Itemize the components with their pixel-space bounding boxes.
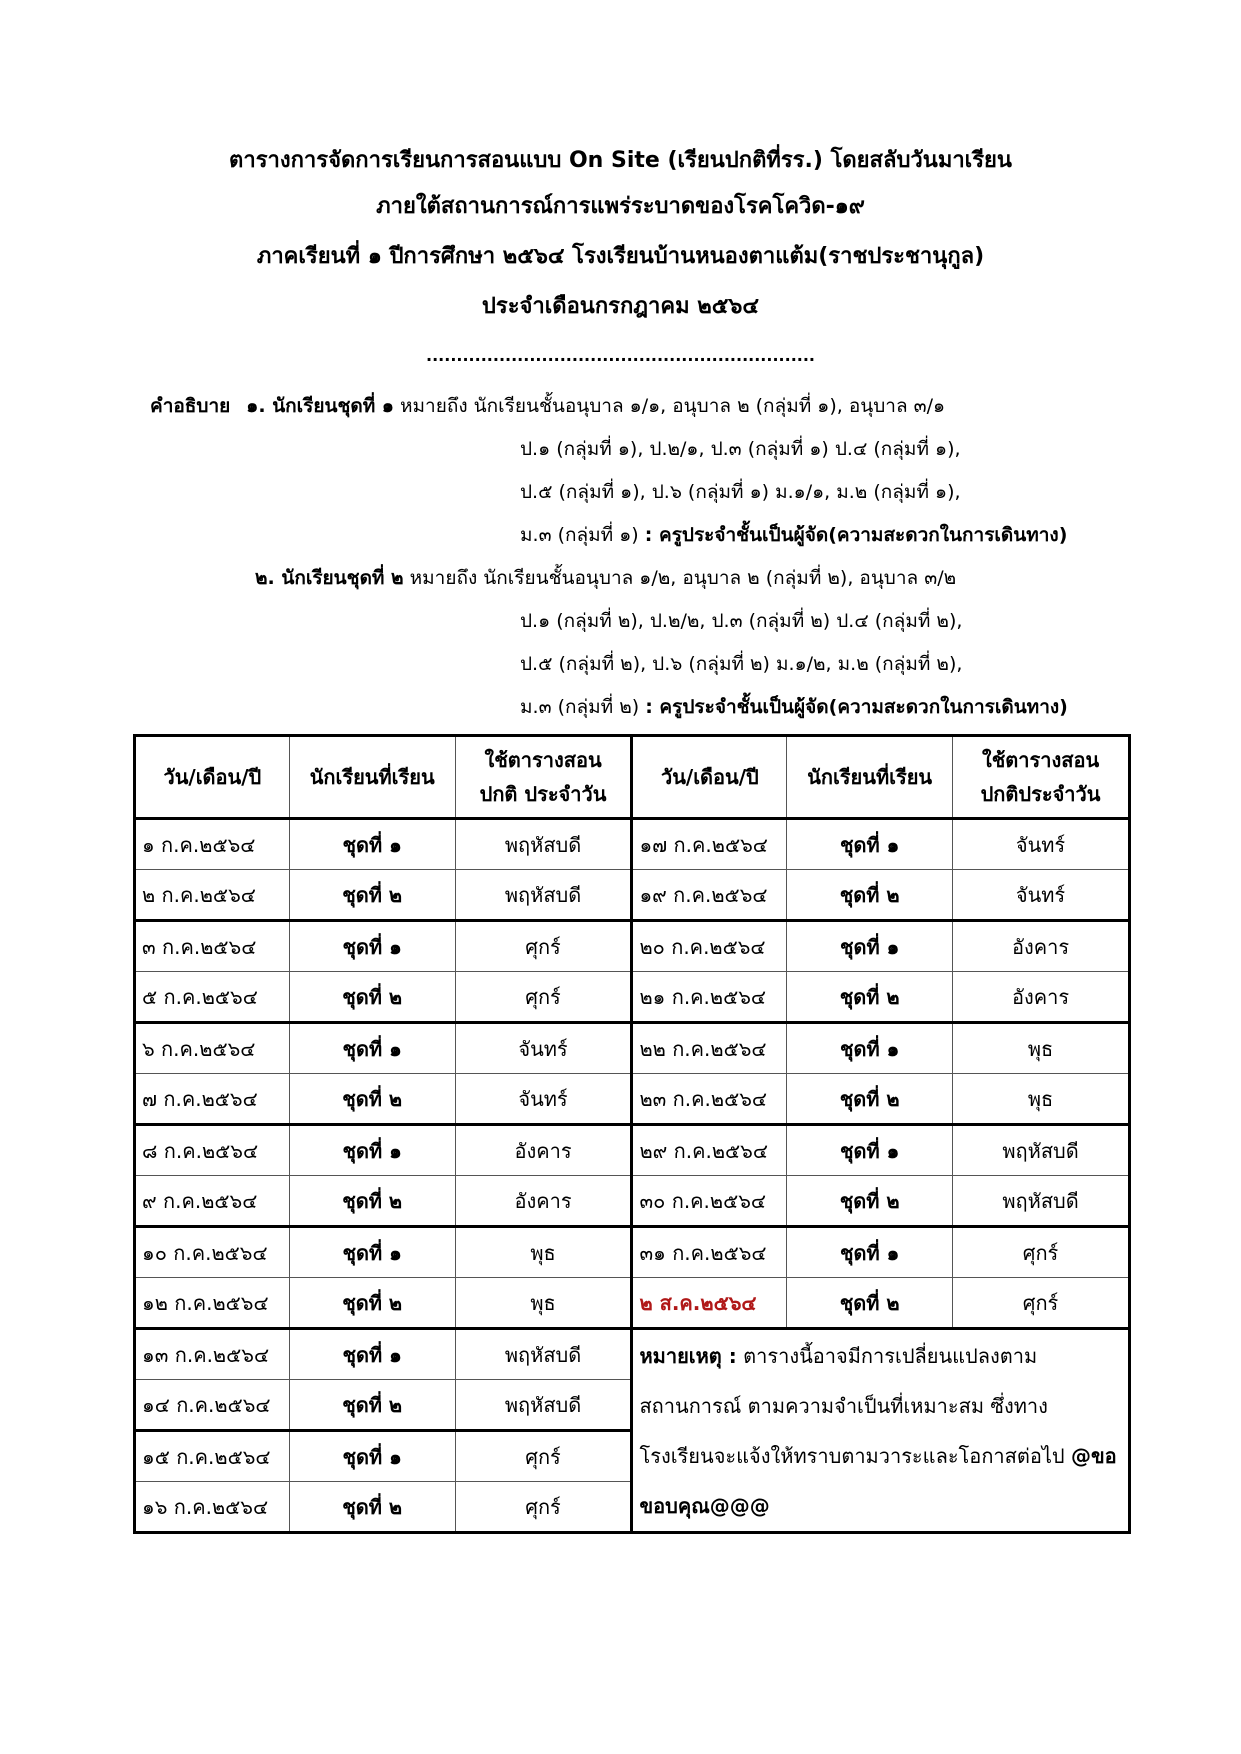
header-day-left-line1: ใช้ตารางสอน	[484, 748, 602, 772]
title-line-2: ภายใต้สถานการณ์การแพร่ระบาดของโรคโควิด-๑๙	[376, 194, 865, 219]
left-day: ศุกร์	[455, 972, 632, 1023]
table-header-row	[135, 736, 1130, 819]
right-date: ๒๙ ก.ค.๒๕๖๔	[632, 1125, 787, 1176]
right-set: ชุดที่ ๑	[787, 819, 953, 870]
right-date-highlight: ๒ ส.ค.๒๕๖๔	[632, 1278, 787, 1329]
right-day: จันทร์	[953, 870, 1130, 921]
right-date: ๒๓ ก.ค.๒๕๖๔	[632, 1074, 787, 1125]
header-day-right	[953, 736, 1130, 819]
left-day: ศุกร์	[455, 1431, 632, 1482]
explanation-item2-line4	[520, 694, 1068, 720]
left-set: ชุดที่ ๑	[289, 1125, 455, 1176]
explanation-item2-text: หมายถึง นักเรียนชั้นอนุบาล ๑/๒, อนุบาล ๒ (กลุ่มที่ ๒), อนุบาล ๓/๒	[403, 567, 957, 589]
right-set: ชุดที่ ๒	[787, 1074, 953, 1125]
left-set: ชุดที่ ๒	[289, 1380, 455, 1431]
left-date: ๑๒ ก.ค.๒๕๖๔	[135, 1278, 290, 1329]
right-set: ชุดที่ ๑	[787, 1125, 953, 1176]
left-day: พฤหัสบดี	[455, 1380, 632, 1431]
left-date: ๗ ก.ค.๒๕๖๔	[135, 1074, 290, 1125]
left-day: จันทร์	[455, 1074, 632, 1125]
left-date: ๙ ก.ค.๒๕๖๔	[135, 1176, 290, 1227]
left-day: จันทร์	[455, 1023, 632, 1074]
left-set: ชุดที่ ๒	[289, 1278, 455, 1329]
left-set: ชุดที่ ๒	[289, 870, 455, 921]
left-day: พฤหัสบดี	[455, 819, 632, 870]
right-set: ชุดที่ ๒	[787, 1278, 953, 1329]
table-row	[135, 1278, 1130, 1329]
remark-note	[632, 1329, 1130, 1533]
right-date: ๓๑ ก.ค.๒๕๖๔	[632, 1227, 787, 1278]
right-date: ๒๑ ก.ค.๒๕๖๔	[632, 972, 787, 1023]
table-row	[135, 921, 1130, 972]
left-date: ๒ ก.ค.๒๕๖๔	[135, 870, 290, 921]
right-set: ชุดที่ ๑	[787, 921, 953, 972]
left-set: ชุดที่ ๑	[289, 921, 455, 972]
explanation-item2-line3: ป.๕ (กลุ่มที่ ๒), ป.๖ (กลุ่มที่ ๒) ม.๑/๒, ม.๒ (กลุ่มที่ ๒),	[520, 653, 963, 675]
left-date: ๑ ก.ค.๒๕๖๔	[135, 819, 290, 870]
explanation-item1-line4-b: : ครูประจำชั้นเป็นผู้จัด(ความสะดวกในการเดินทาง)	[644, 524, 1068, 546]
table-row	[135, 819, 1130, 870]
title-line-4: ประจำเดือนกรกฎาคม ๒๕๖๔	[481, 294, 760, 319]
remark-label: หมายเหตุ :	[639, 1343, 737, 1368]
left-day: อังคาร	[455, 1125, 632, 1176]
right-date: ๒๒ ก.ค.๒๕๖๔	[632, 1023, 787, 1074]
left-set: ชุดที่ ๒	[289, 1482, 455, 1533]
left-day: ศุกร์	[455, 921, 632, 972]
right-day: อังคาร	[953, 972, 1130, 1023]
title-divider: ................................................................	[426, 346, 815, 365]
schedule-table	[133, 734, 1131, 1534]
left-set: ชุดที่ ๑	[289, 819, 455, 870]
explanation-line-1	[150, 393, 945, 419]
left-set: ชุดที่ ๒	[289, 1176, 455, 1227]
right-day: ศุกร์	[953, 1278, 1130, 1329]
remark-closing: @ขอขอบคุณ@@@	[639, 1443, 1117, 1518]
explanation-label: คำอธิบาย	[150, 395, 231, 417]
left-date: ๓ ก.ค.๒๕๖๔	[135, 921, 290, 972]
right-date: ๓๐ ก.ค.๒๕๖๔	[632, 1176, 787, 1227]
left-date: ๑๓ ก.ค.๒๕๖๔	[135, 1329, 290, 1380]
right-set: ชุดที่ ๑	[787, 1023, 953, 1074]
header-set-right: นักเรียนที่เรียน	[787, 736, 953, 819]
explanation-item2-head: ๒. นักเรียนชุดที่ ๒	[255, 567, 404, 589]
remark-text: ตารางนี้อาจมีการเปลี่ยนแปลงตามสถานการณ์ ตามความจำเป็นที่เหมาะสม ซึ่งทางโรงเรียนจะแจ้งให้ทราบตามวาระและโอกาสต่อไป	[639, 1343, 1071, 1468]
table-row	[135, 1329, 1130, 1380]
right-date: ๑๙ ก.ค.๒๕๖๔	[632, 870, 787, 921]
right-set: ชุดที่ ๑	[787, 1227, 953, 1278]
left-day: พุธ	[455, 1227, 632, 1278]
left-set: ชุดที่ ๑	[289, 1023, 455, 1074]
left-day: พฤหัสบดี	[455, 1329, 632, 1380]
header-day-right-line2: ปกติประจำวัน	[980, 782, 1101, 806]
right-day: จันทร์	[953, 819, 1130, 870]
header-day-left-line2: ปกติ ประจำวัน	[479, 782, 607, 806]
title-line-3: ภาคเรียนที่ ๑ ปีการศึกษา ๒๕๖๔ โรงเรียนบ้านหนองตาแต้ม(ราชประชานุกูล)	[256, 244, 985, 269]
table-row	[135, 972, 1130, 1023]
table-row	[135, 1125, 1130, 1176]
explanation-item2-line4-a: ม.๓ (กลุ่มที่ ๒)	[520, 696, 646, 718]
left-date: ๑๔ ก.ค.๒๕๖๔	[135, 1380, 290, 1431]
explanation-item1-line3: ป.๕ (กลุ่มที่ ๑), ป.๖ (กลุ่มที่ ๑) ม.๑/๑, ม.๒ (กลุ่มที่ ๑),	[520, 481, 961, 503]
table-row	[135, 1227, 1130, 1278]
right-day: พฤหัสบดี	[953, 1125, 1130, 1176]
left-date: ๖ ก.ค.๒๕๖๔	[135, 1023, 290, 1074]
right-day: พฤหัสบดี	[953, 1176, 1130, 1227]
header-day-right-line1: ใช้ตารางสอน	[981, 748, 1100, 772]
left-date: ๑๖ ก.ค.๒๕๖๔	[135, 1482, 290, 1533]
left-day: อังคาร	[455, 1176, 632, 1227]
right-day: พุธ	[953, 1023, 1130, 1074]
header-day-left	[455, 736, 632, 819]
right-date: ๑๗ ก.ค.๒๕๖๔	[632, 819, 787, 870]
table-row	[135, 870, 1130, 921]
left-set: ชุดที่ ๑	[289, 1227, 455, 1278]
explanation-line-2	[255, 565, 956, 591]
table-row	[135, 1074, 1130, 1125]
left-day: พฤหัสบดี	[455, 870, 632, 921]
explanation-item1-text: หมายถึง นักเรียนชั้นอนุบาล ๑/๑, อนุบาล ๒ (กลุ่มที่ ๑), อนุบาล ๓/๑	[393, 395, 946, 417]
explanation-item1-line2: ป.๑ (กลุ่มที่ ๑), ป.๒/๑, ป.๓ (กลุ่มที่ ๑) ป.๔ (กลุ่มที่ ๑),	[520, 438, 961, 460]
table-row	[135, 1176, 1130, 1227]
left-set: ชุดที่ ๒	[289, 1074, 455, 1125]
title-line-1: ตารางการจัดการเรียนการสอนแบบ On Site (เรียนปกติที่รร.) โดยสลับวันมาเรียน	[229, 148, 1012, 173]
table-row	[135, 1023, 1130, 1074]
left-date: ๑๕ ก.ค.๒๕๖๔	[135, 1431, 290, 1482]
explanation-item1-line4	[520, 522, 1067, 548]
header-set-left: นักเรียนที่เรียน	[289, 736, 455, 819]
right-date: ๒๐ ก.ค.๒๕๖๔	[632, 921, 787, 972]
left-date: ๑๐ ก.ค.๒๕๖๔	[135, 1227, 290, 1278]
right-day: พุธ	[953, 1074, 1130, 1125]
right-set: ชุดที่ ๒	[787, 972, 953, 1023]
explanation-item1-line4-a: ม.๓ (กลุ่มที่ ๑)	[520, 524, 645, 546]
explanation-item1-head: ๑. นักเรียนชุดที่ ๑	[246, 395, 394, 417]
header-date-right: วัน/เดือน/ปี	[632, 736, 787, 819]
explanation-item2-line2: ป.๑ (กลุ่มที่ ๒), ป.๒/๒, ป.๓ (กลุ่มที่ ๒) ป.๔ (กลุ่มที่ ๒),	[520, 610, 963, 632]
explanation-item2-line4-b: : ครูประจำชั้นเป็นผู้จัด(ความสะดวกในการเดินทาง)	[645, 696, 1068, 718]
left-set: ชุดที่ ๑	[289, 1431, 455, 1482]
right-day: อังคาร	[953, 921, 1130, 972]
right-set: ชุดที่ ๒	[787, 1176, 953, 1227]
right-day: ศุกร์	[953, 1227, 1130, 1278]
header-date-left: วัน/เดือน/ปี	[135, 736, 290, 819]
left-day: ศุกร์	[455, 1482, 632, 1533]
right-set: ชุดที่ ๒	[787, 870, 953, 921]
left-date: ๘ ก.ค.๒๕๖๔	[135, 1125, 290, 1176]
left-date: ๕ ก.ค.๒๕๖๔	[135, 972, 290, 1023]
left-set: ชุดที่ ๒	[289, 972, 455, 1023]
left-set: ชุดที่ ๑	[289, 1329, 455, 1380]
left-day: พุธ	[455, 1278, 632, 1329]
